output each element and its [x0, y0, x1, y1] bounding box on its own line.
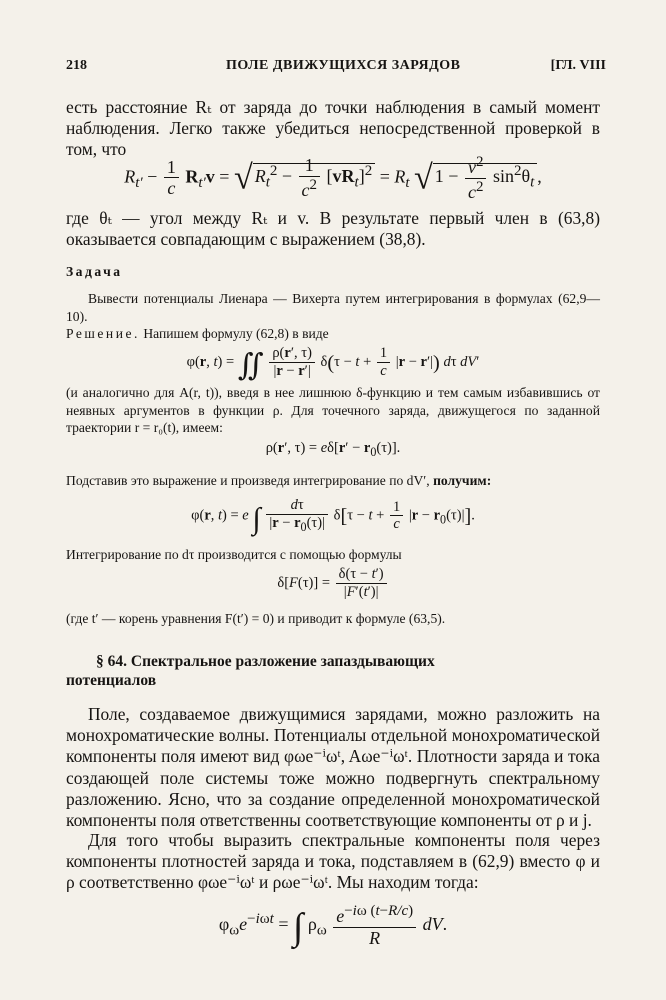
section-title: § 64. Спектральное разложение запаздывающих потенциалов [66, 653, 435, 689]
page-number: 218 [66, 58, 87, 73]
solution-label: Решение. [66, 326, 140, 341]
paragraph-2: где θₜ — угол между Rₜ и v. В результате первый член в (63,8) оказывается совпадающим с выражением (38,8). [66, 208, 600, 250]
problem-statement: Вывести потенциалы Лиенара — Вихерта путем интегрирования в формулах (62,9—10). Решение. Напишем формулу (62,8) в виде [66, 291, 600, 341]
equation-1: $R_{t'}$ − $\frac{1}{c}$ $R_{t'}v$ = √ $R_t^2$ − $\frac{1}{c^2}$ $[vR_t]^2 = R_t$ √ 1 − $\frac{v^2}{c^2}$ $\sin^2\theta_t$ , [124, 154, 542, 202]
chapter-label: [ГЛ. VIII [550, 58, 606, 73]
equation-4: φ(r, t) = e ∫ $\frac{d\tau}{|r - r_0(\tau)|}$ δ[τ − t + $\frac{1}{c}$ $|r - r_0(\tau)|$]. [191, 497, 475, 536]
problem-text-5: (где t′ — корень уравнения F(t′) = 0) и приводит к формуле (63,5). [66, 611, 446, 626]
problem-text-2: (и аналогично для A(r, t)), введя в нее лишнюю δ-функцию и тем самым избавившись от неявных аргументов в функции ρ. Для точечного заряда, движущегося по заданной траектории r = r₀(t), имеем: [66, 385, 600, 435]
paragraph-1: есть расстояние Rₜ от заряда до точки наблюдения в самый момент наблюдения. Легко также убедиться непосредственной проверкой в том, что [66, 97, 600, 160]
equation-3: ρ(r′, $\tau) = e\delta[r' - r_0(\tau)]$. [265, 440, 401, 459]
paragraph-4: Для того чтобы выразить спектральные компоненты поля через компоненты плотностей заряда и тока, подставляем в (62,9) вместо φ и ρ соответственно φωe⁻ⁱωᵗ и ρωe⁻ⁱωᵗ. Мы находим тогда: [66, 830, 600, 893]
paragraph-3: Поле, создаваемое движущимися зарядами, можно разложить на монохроматические волны. Потенциалы отдельной монохроматической компоненты поля имеют вид φωe⁻ⁱωᵗ, Aωe⁻ⁱωᵗ. Плотности заряда и тока создающей поле системы тоже можно подвергнуть спектральному разложению. Ясно, что за создание определенной монохроматической компоненты поля ответственны соответствующие компоненты от ρ и j. [66, 704, 600, 831]
running-title: ПОЛЕ ДВИЖУЩИХСЯ ЗАРЯДОВ [226, 58, 461, 73]
equation-5: δ[F(τ)] = $\frac{\delta(\tau - t')}{|F'(t')|}$ [66, 567, 600, 601]
problem-text-3: Подставив это выражение и произведя интегрирование по dV′, получим: [66, 473, 492, 488]
equation-2: φ(r, t) = ∬ $\frac{\rho(r', \tau)}{|r - r'|}$ δ(τ − t + $\frac{1}{c}$ |r − r′|) dτ dV′ [186, 345, 480, 383]
problem-heading: Задача [66, 264, 123, 279]
equation-6: $\varphi_\omega e^{-i\omega t}$ = ∫ $\rho_\omega$ $\frac{e^{-i\omega (t-R/c)}}{R}$ dV. [218, 903, 448, 948]
running-header [66, 58, 606, 80]
problem-text-4: Интегрирование по dτ производится с помощью формулы [66, 547, 402, 562]
